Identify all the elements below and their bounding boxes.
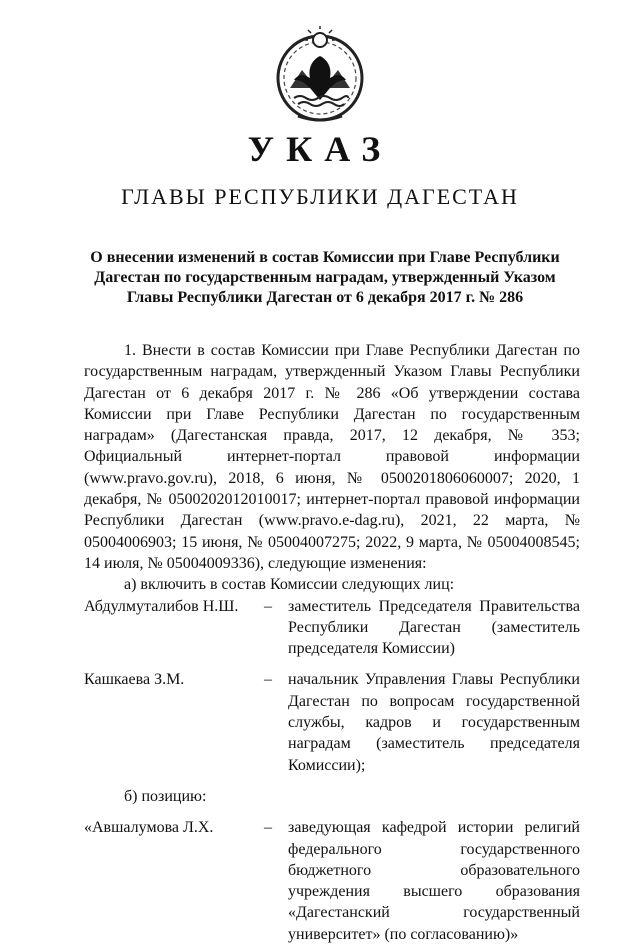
position-name: «Авшалумова Л.Х. [84, 819, 214, 837]
member-name: Абдулмуталибов Н.Ш. [84, 597, 239, 615]
member-description: заместитель Председателя Правительства Республики Дагестан (заместитель председателя Комиссии) [288, 597, 580, 658]
document-title: УКАЗ [247, 129, 393, 169]
member-row [84, 669, 580, 775]
dash: – [264, 597, 272, 615]
member-name: Кашкаева З.М. [84, 671, 185, 689]
item-a: а) включить в состав Комиссии следующих лиц: [124, 576, 455, 594]
member-row [84, 596, 580, 660]
position-row [84, 817, 580, 945]
member-description: начальник Управления Главы Республики Дагестан по вопросам государственной службы, кадров и государственным наградам (заместитель председателя Комиссии); [288, 671, 580, 774]
item-b: б) позицию: [124, 787, 207, 805]
document-subtitle: ГЛАВЫ РЕСПУБЛИКИ ДАГЕСТАН [121, 184, 519, 209]
paragraph-1: 1. Внести в состав Комиссии при Главе Республики Дагестан по государственным наградам, утвержденный Указом Главы Республики Дагестан от 6 декабря 2017 г. № 286 «Об утверждении состава Комиссии при Главе Республики Дагестан по государственным наградам» (Дагестанская правда, 2017, 12 декабря, № 353; Официальный интернет-портал правовой информации (www.pravo.gov.ru), 2018, 6 июня, № 0500201806060007; 2020, 1 декабря, № 0500202012010017; интернет-портал правовой информации Республики Дагестан (www.pravo.e-dag.ru), 2021, 22 марта, № 05004006903; 15 июня, № 05004007275; 2022, 9 марта, № 05004008545; 14 июля, № 05004009336), следующие изменения: [84, 342, 580, 572]
document-heading: О внесении изменений в состав Комиссии при Главе Республики Дагестан по государственным наградам, утвержденный Указом Главы Республики Дагестан от 6 декабря 2017 г. № 286 [90, 249, 560, 306]
dagestan-coat-of-arms-icon [268, 26, 372, 124]
position-description: заведующая кафедрой истории религий федерального государственного бюджетного образовательного учреждения высшего образования «Дагестанский государственный университет» (по согласованию)» [288, 819, 580, 943]
dash: – [264, 671, 272, 689]
document-body [84, 340, 580, 945]
dash: – [264, 819, 272, 837]
